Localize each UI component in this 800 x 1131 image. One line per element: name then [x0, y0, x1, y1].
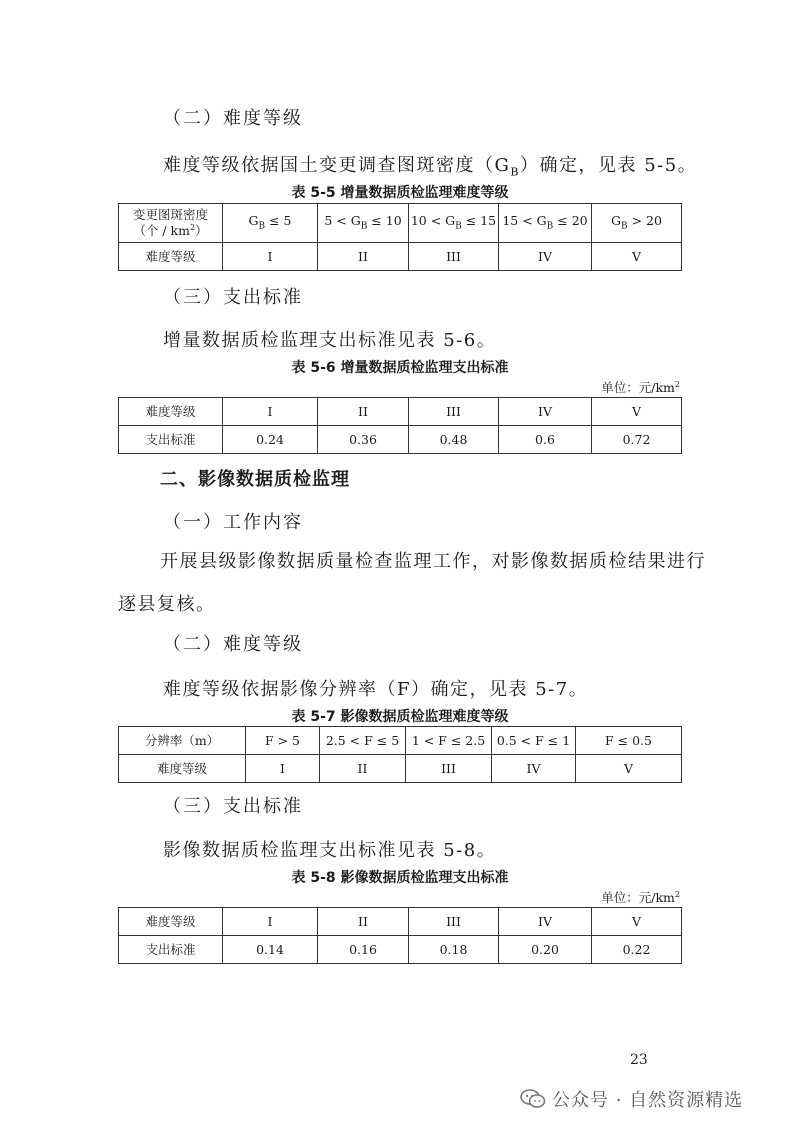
table-caption-5-7: 表 5-7 影像数据质检监理难度等级 [291, 709, 509, 725]
table-row-label: 难度等级 [119, 755, 246, 783]
table-5-6 [118, 397, 682, 454]
table-cell: III [409, 398, 499, 426]
table-cell: V [592, 243, 682, 271]
unit-label: 单位：元$/km^2$ [601, 379, 680, 395]
table-caption-5-8: 表 5-8 影像数据质检监理支出标准 [291, 870, 509, 886]
table-5-8 [118, 907, 682, 964]
paragraph-work-line1: 开展县级影像数据质量检查监理工作，对影像数据质检结果进行 [160, 551, 706, 572]
paragraph-difficulty: 难度等级依据国土变更调查图斑密度$(G_B)$确定，见表 5-5。 [163, 155, 698, 179]
table-cell: IV [499, 908, 592, 936]
table-cell: I [223, 398, 318, 426]
paragraph-difficulty-2: 难度等级依据影像分辨率（F）确定，见表 5-7。 [163, 679, 589, 700]
table-row-label: 支出标准 [119, 936, 223, 964]
table-row-label: 难度等级 [119, 908, 223, 936]
table-row-label: 支出标准 [119, 426, 223, 454]
table-cell: 0.36 [318, 426, 409, 454]
table-cell: $G_B \le 5$ [223, 204, 318, 243]
table-cell: V [592, 908, 682, 936]
table-caption-5-6: 表 5-6 增量数据质检监理支出标准 [291, 360, 509, 376]
table-cell: IV [499, 243, 592, 271]
section-heading-difficulty: （二）难度等级 [163, 108, 303, 129]
table-cell: 2.5 < F ≤ 5 [320, 727, 406, 755]
table-cell: 0.5 < F ≤ 1 [492, 727, 576, 755]
paragraph-expense: 增量数据质检监理支出标准见表 5-6。 [163, 330, 497, 351]
table-cell: V [576, 755, 682, 783]
table-cell: $5 < G_B \le 10$ [318, 204, 409, 243]
table-cell: 0.6 [499, 426, 592, 454]
wechat-icon [520, 1089, 546, 1109]
table-cell: II [320, 755, 406, 783]
watermark: 公众号 · 自然资源精选 [520, 1086, 743, 1112]
table-cell: IV [492, 755, 576, 783]
table-cell: 0.24 [223, 426, 318, 454]
table-cell: $G_B > 20$ [592, 204, 682, 243]
table-cell: IV [499, 398, 592, 426]
table-cell: I [223, 243, 318, 271]
table-cell: I [223, 908, 318, 936]
section-title-image-data: 二、影像数据质检监理 [160, 469, 350, 490]
table-cell: 1 < F ≤ 2.5 [406, 727, 492, 755]
section-heading-difficulty-2: （二）难度等级 [163, 634, 303, 655]
table-cell: 0.48 [409, 426, 499, 454]
paragraph-expense-2: 影像数据质检监理支出标准见表 5-8。 [163, 840, 497, 861]
table-cell: 0.20 [499, 936, 592, 964]
table-5-7 [118, 726, 682, 783]
table-cell: III [409, 243, 499, 271]
table-cell: II [318, 243, 409, 271]
unit-label-2: 单位：元$/km^2$ [601, 889, 680, 905]
table-cell: V [592, 398, 682, 426]
table-row-label: 难度等级 [119, 398, 223, 426]
paragraph-work-line2: 逐县复核。 [118, 594, 216, 615]
table-cell: I [246, 755, 320, 783]
table-row-label: 分辨率（m） [119, 727, 246, 755]
table-cell: 0.22 [592, 936, 682, 964]
section-heading-expense: （三）支出标准 [163, 287, 303, 308]
table-cell: F > 5 [246, 727, 320, 755]
table-cell: 0.72 [592, 426, 682, 454]
table-cell: II [318, 398, 409, 426]
section-heading-work: （一）工作内容 [163, 512, 303, 533]
page-number: 23 [630, 1052, 648, 1068]
section-heading-expense-2: （三）支出标准 [163, 796, 303, 817]
table-cell: 0.18 [409, 936, 499, 964]
table-cell: $15 < G_B \le 20$ [499, 204, 592, 243]
table-cell: 0.14 [223, 936, 318, 964]
table-header-label: 变更图斑密度 （个 / $km^2$） [119, 204, 223, 243]
table-cell: $10 < G_B \le 15$ [409, 204, 499, 243]
table-cell: F ≤ 0.5 [576, 727, 682, 755]
table-row-label: 难度等级 [119, 243, 223, 271]
table-caption-5-5: 表 5-5 增量数据质检监理难度等级 [291, 185, 509, 201]
table-5-5 [118, 203, 682, 271]
table-cell: 0.16 [318, 936, 409, 964]
table-cell: II [318, 908, 409, 936]
table-cell: III [406, 755, 492, 783]
table-cell: III [409, 908, 499, 936]
